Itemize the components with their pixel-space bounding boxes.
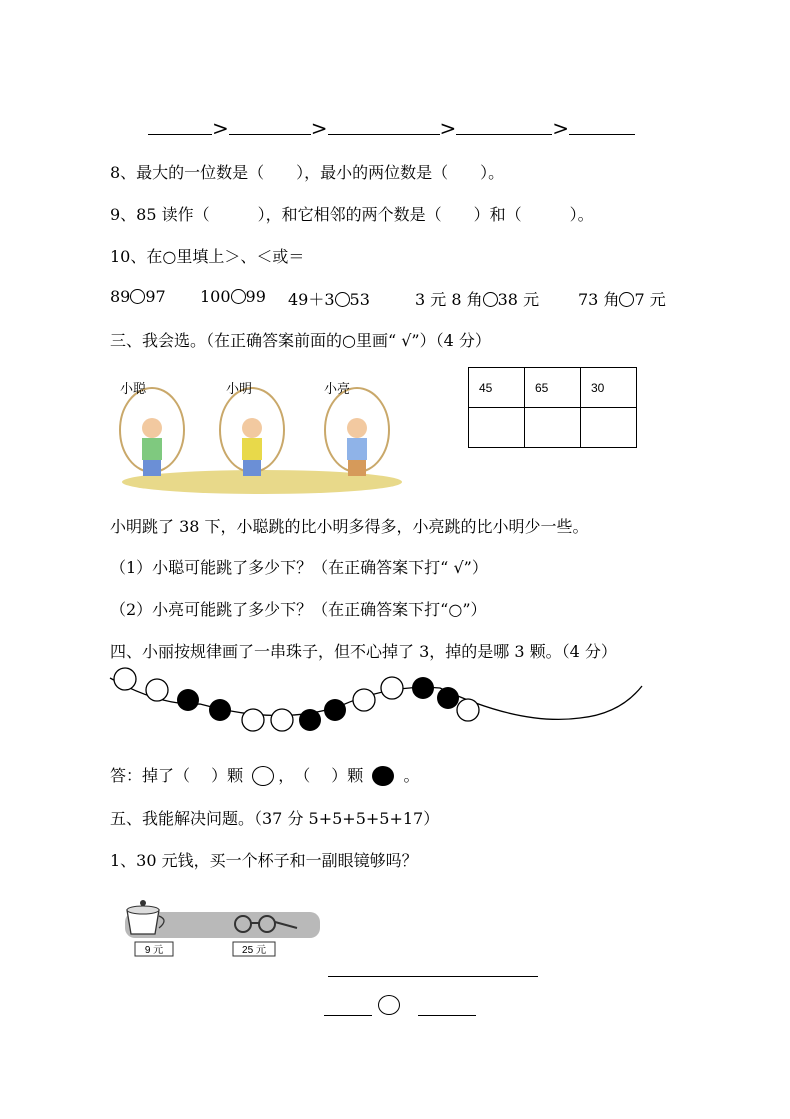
compare-right: 53 (349, 290, 370, 309)
compare-left: 100 (200, 287, 231, 306)
cup-glasses-illustration (115, 890, 320, 960)
kid-name-xiaoliang: 小亮 (324, 381, 351, 396)
cup-price-label: 9 元 (144, 945, 164, 956)
compare-circle[interactable] (335, 292, 350, 307)
bead-white (457, 699, 479, 721)
bead-string (100, 666, 650, 736)
bead-white (353, 689, 375, 711)
question-9: 9、85 读作（ ），和它相邻的两个数是（ ）和（ ）。 (110, 205, 594, 224)
compare-circle[interactable] (130, 289, 145, 304)
section-3-title: 三、我会选。（在正确答案前面的○里画“ √”）（4 分） (110, 331, 491, 350)
compare-item (200, 287, 266, 306)
compare-left: 3 元 8 角 (415, 290, 483, 309)
bead-black (437, 687, 459, 709)
compare-left: 49＋3 (288, 290, 335, 309)
greater-sign: > (439, 116, 457, 140)
answer-blank[interactable] (229, 118, 311, 135)
answer-circle[interactable] (378, 995, 400, 1015)
table-answer-cell[interactable] (525, 408, 581, 448)
bead-black (412, 677, 434, 699)
compare-right: 97 (145, 287, 166, 306)
section-3-question-1: （1）小聪可能跳了多少下？（在正确答案下打“ √”） (110, 558, 488, 577)
bead-white (271, 709, 293, 731)
compare-item (288, 287, 370, 310)
compare-item (578, 287, 666, 310)
kid-xiaoming-figure (220, 388, 284, 476)
kid-name-xiaocong: 小聪 (120, 381, 147, 396)
bead-white (114, 668, 136, 690)
section-4-answer (110, 763, 419, 786)
bead-white (146, 679, 168, 701)
compare-circle[interactable] (231, 289, 246, 304)
bead-black (209, 699, 231, 721)
kid-xiaocong-figure (120, 388, 184, 476)
compare-right: 7 元 (634, 290, 666, 309)
section-5-title: 五、我能解决问题。（37 分 5+5+5+5+17） (110, 809, 440, 828)
kid-xiaoliang-figure (325, 388, 389, 476)
compare-item (110, 287, 166, 306)
question-10: 10、在○里填上＞、＜或＝ (110, 247, 305, 266)
section-4-title: 四、小丽按规律画了一串珠子，但不心掉了 3，掉的是哪 3 颗。（4 分） (110, 642, 617, 661)
bead-black (324, 699, 346, 721)
answer-blank[interactable] (148, 118, 212, 135)
bead-white (242, 709, 264, 731)
bead-white (381, 677, 403, 699)
black-bead-icon (372, 766, 394, 786)
compare-item (415, 287, 539, 310)
section-3-question-2: （2）小亮可能跳了多少下？（在正确答案下打“○”） (110, 600, 487, 619)
table-option: 65 (525, 368, 581, 408)
compare-right: 99 (245, 287, 266, 306)
answer-line-long[interactable] (328, 976, 538, 977)
answer-blank[interactable] (328, 118, 440, 135)
question-8: 8、最大的一位数是（ ），最小的两位数是（ ）。 (110, 163, 505, 182)
compare-right: 38 元 (497, 290, 540, 309)
greater-sign: > (310, 116, 328, 140)
ordering-line (148, 116, 635, 140)
answer-blank[interactable] (456, 118, 552, 135)
compare-left: 73 角 (578, 290, 620, 309)
glasses-price-label: 25 元 (242, 945, 266, 956)
white-bead-icon (252, 766, 274, 786)
table-answer-cell[interactable] (581, 408, 637, 448)
section-3-statement: 小明跳了 38 下，小聪跳的比小明多得多，小亮跳的比小明少一些。 (110, 517, 589, 536)
answer-end: 。 (403, 766, 420, 785)
jump-rope-illustration (112, 370, 402, 500)
answer-prefix: 答：掉了（ ）颗 (110, 766, 244, 785)
kid-name-xiaoming: 小明 (226, 381, 253, 396)
compare-left: 89 (110, 287, 131, 306)
table-option: 30 (581, 368, 637, 408)
compare-circle[interactable] (483, 292, 498, 307)
greater-sign: > (552, 116, 570, 140)
answer-mid: ， （ ）颗 (278, 766, 364, 785)
table-answer-cell[interactable] (469, 408, 525, 448)
section-5-question-1: 1、30 元钱，买一个杯子和一副眼镜够吗？ (110, 851, 418, 870)
greater-sign: > (212, 116, 229, 140)
compare-circle[interactable] (619, 292, 634, 307)
answer-table (468, 367, 637, 448)
answer-blank-left[interactable] (324, 1015, 372, 1016)
bead-black (299, 709, 321, 731)
answer-blank-right[interactable] (418, 1015, 476, 1016)
answer-blank[interactable] (569, 118, 635, 135)
table-option: 45 (469, 368, 525, 408)
bead-black (177, 689, 199, 711)
